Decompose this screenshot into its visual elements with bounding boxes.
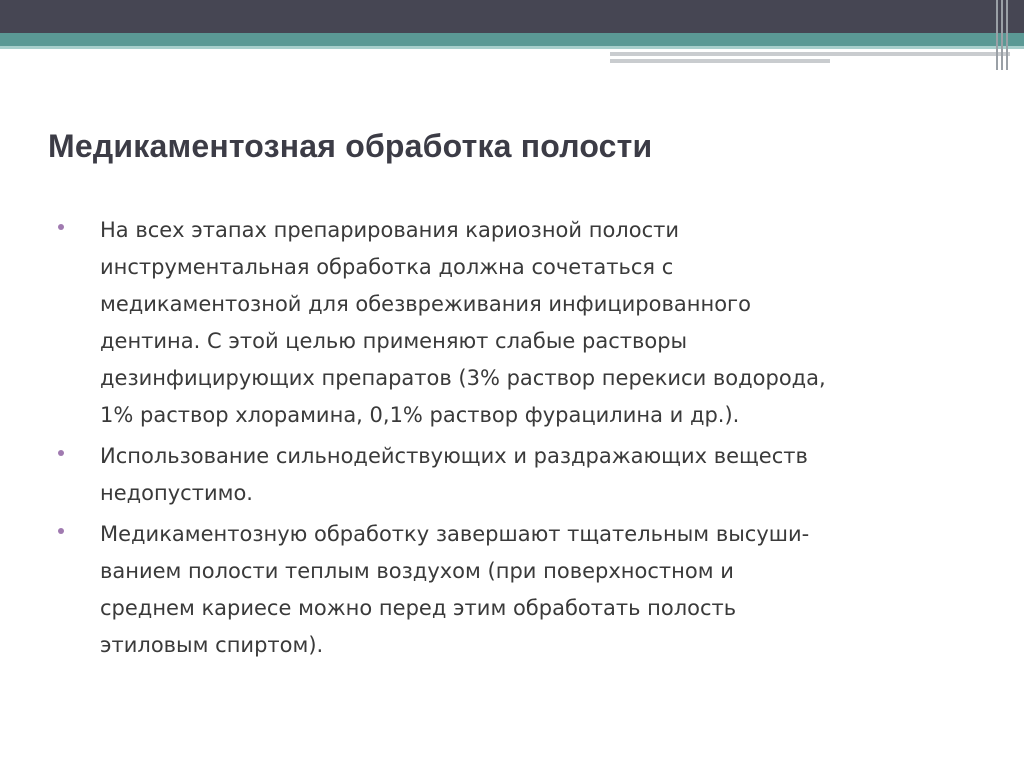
edge-decoration — [984, 0, 1024, 70]
bullet-line: этиловым спиртом). — [100, 633, 324, 657]
slide-title: Медикаментозная обработка полости — [48, 128, 653, 164]
bullet-line: На всех этапах препарирования кариозной полости — [100, 218, 679, 242]
bullet-line: Использование сильнодействующих и раздражающих веществ — [100, 444, 808, 468]
bullet-line: медикаментозной для обезвреживания инфицированного — [100, 292, 751, 316]
header-gray-lines — [610, 52, 1024, 66]
bullet-line: ванием полости теплым воздухом (при поверхностном и — [100, 559, 734, 583]
edge-line — [1006, 0, 1008, 70]
header-teal-light-band — [0, 46, 1024, 49]
edge-line — [996, 0, 998, 70]
bullet-line: среднем кариесе можно перед этим обработать полость — [100, 596, 737, 620]
bullet-line: дезинфицирующих препаратов (3% раствор перекиси водорода, — [100, 366, 826, 390]
gray-line-top — [610, 52, 1010, 56]
gray-line-bottom — [610, 59, 830, 63]
bullet-line: Медикаментозную обработку завершают тщательным высуши- — [100, 522, 810, 546]
edge-line — [1001, 0, 1003, 70]
bullet-line: недопустимо. — [100, 481, 253, 505]
bullet-list — [58, 212, 958, 668]
bullet-item — [58, 516, 958, 664]
bullet-item — [58, 212, 958, 434]
bullet-dot-icon — [58, 528, 64, 534]
bullet-line: 1% раствор хлорамина, 0,1% раствор фурацилина и др.). — [100, 403, 740, 427]
header-teal-band — [0, 33, 1024, 46]
bullet-line: инструментальная обработка должна сочетаться с — [100, 255, 674, 279]
bullet-dot-icon — [58, 450, 64, 456]
bullet-dot-icon — [58, 224, 64, 230]
bullet-line: дентина. С этой целью применяют слабые растворы — [100, 329, 688, 353]
header-dark-band — [0, 0, 1024, 33]
bullet-item — [58, 438, 958, 512]
